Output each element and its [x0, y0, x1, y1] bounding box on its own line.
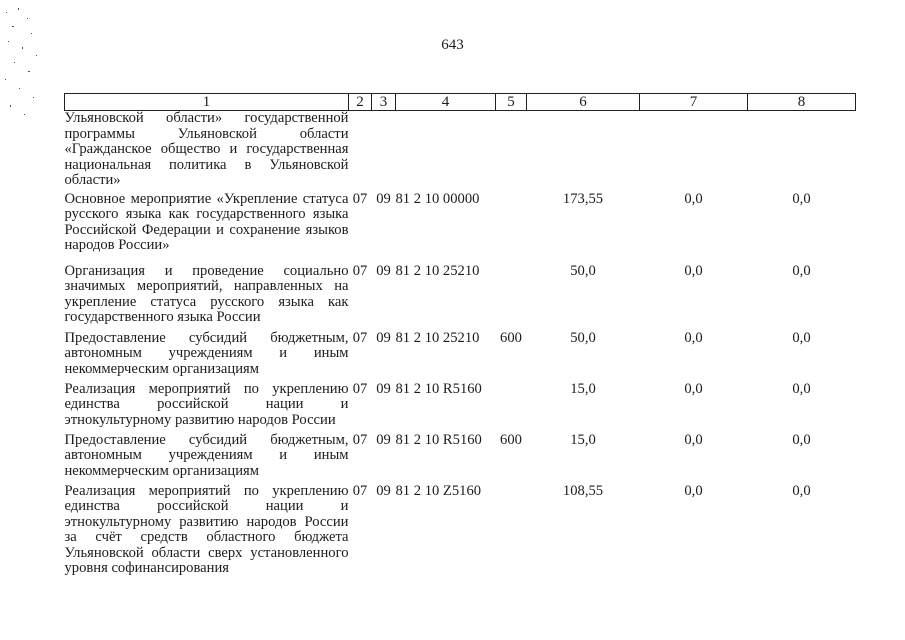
row-expense-type: [496, 484, 527, 584]
row-target-article: 81 2 10 R5160: [395, 380, 482, 397]
scan-noise-decoration: [0, 0, 60, 130]
header-col-2: 2: [349, 94, 372, 111]
row-expense-type: 600: [500, 329, 522, 346]
table-row: [65, 264, 856, 331]
header-col-8: 8: [748, 94, 856, 111]
row-subsection: [372, 111, 396, 192]
row-value-6: 50,0: [570, 262, 596, 279]
table-row: [65, 433, 856, 484]
row-section: 07: [352, 431, 368, 448]
table-row: [65, 484, 856, 584]
row-value-6: 108,55: [562, 482, 604, 499]
row-subsection: 09: [376, 329, 391, 346]
header-col-3: 3: [372, 94, 396, 111]
row-value-8: 0,0: [792, 262, 811, 279]
row-subsection: 09: [376, 431, 391, 448]
header-col-6: 6: [527, 94, 640, 111]
table-row: [65, 382, 856, 433]
row-subsection: 09: [376, 190, 391, 207]
row-target-article: 81 2 10 25210: [395, 262, 480, 279]
row-value-6: 15,0: [570, 431, 596, 448]
row-value-6: [527, 111, 640, 192]
row-value-7: 0,0: [684, 380, 703, 397]
row-value-8: 0,0: [792, 431, 811, 448]
row-section: 07: [352, 190, 368, 207]
row-target-article: 81 2 10 00000: [395, 190, 480, 207]
row-value-7: [640, 111, 748, 192]
row-target-article: 81 2 10 R5160: [395, 431, 482, 448]
row-value-7: 0,0: [684, 190, 703, 207]
header-col-1: 1: [65, 94, 349, 111]
row-value-6: 173,55: [562, 190, 604, 207]
row-description: Предоставление субсидий бюджетным, автономным учреждениям и иным некоммерческим организациям: [64, 329, 349, 377]
row-section: 07: [352, 482, 368, 499]
row-target-article: 81 2 10 Z5160: [395, 482, 482, 499]
row-subsection: 09: [376, 482, 391, 499]
row-description: Основное мероприятие «Укрепление статуса русского языка как государственного языка Российской Федерации и сохранение языков народов России»: [64, 190, 349, 254]
row-expense-type: [496, 192, 527, 264]
table-row: [65, 331, 856, 382]
row-value-6: 15,0: [570, 380, 596, 397]
row-target-article: 81 2 10 25210: [395, 329, 480, 346]
row-description: Организация и проведение социально значимых мероприятий, направленных на укрепление статуса русского языка как государственного языка России: [64, 262, 349, 326]
row-subsection: 09: [376, 262, 391, 279]
row-description: Реализация мероприятий по укреплению единства российской нации и этнокультурному развитию народов России: [64, 380, 349, 428]
table-row: [65, 192, 856, 264]
row-value-7: 0,0: [684, 329, 703, 346]
row-description: Ульяновской области» государственной программы Ульяновской области «Гражданское общество и государственная национальная политика в Ульяновской области»: [64, 110, 349, 189]
row-section: [349, 111, 372, 192]
budget-table: [64, 93, 856, 584]
row-subsection: 09: [376, 380, 391, 397]
row-expense-type: [496, 111, 527, 192]
row-value-8: [748, 111, 856, 192]
row-value-7: 0,0: [684, 262, 703, 279]
page-number: 643: [441, 37, 464, 53]
header-col-5: 5: [496, 94, 527, 111]
row-value-8: 0,0: [792, 190, 811, 207]
row-value-8: 0,0: [792, 482, 811, 499]
row-section: 07: [352, 380, 368, 397]
row-expense-type: 600: [500, 431, 522, 448]
header-col-4: 4: [396, 94, 496, 111]
row-target-article: [396, 111, 496, 192]
row-expense-type: [496, 382, 527, 433]
header-col-7: 7: [640, 94, 748, 111]
row-description: Реализация мероприятий по укреплению единства российской нации и этнокультурному развитию народов России за счёт средств областного бюджета Ульяновской области сверх установленного уровня софинансирования: [64, 482, 349, 577]
row-value-8: 0,0: [792, 329, 811, 346]
row-value-6: 50,0: [570, 329, 596, 346]
row-value-7: 0,0: [684, 482, 703, 499]
header-row: [65, 94, 856, 111]
row-section: 07: [352, 329, 368, 346]
row-value-7: 0,0: [684, 431, 703, 448]
row-expense-type: [496, 264, 527, 331]
row-value-8: 0,0: [792, 380, 811, 397]
table-row: [65, 111, 856, 192]
row-section: 07: [352, 262, 368, 279]
row-description: Предоставление субсидий бюджетным, автономным учреждениям и иным некоммерческим организациям: [64, 431, 349, 479]
